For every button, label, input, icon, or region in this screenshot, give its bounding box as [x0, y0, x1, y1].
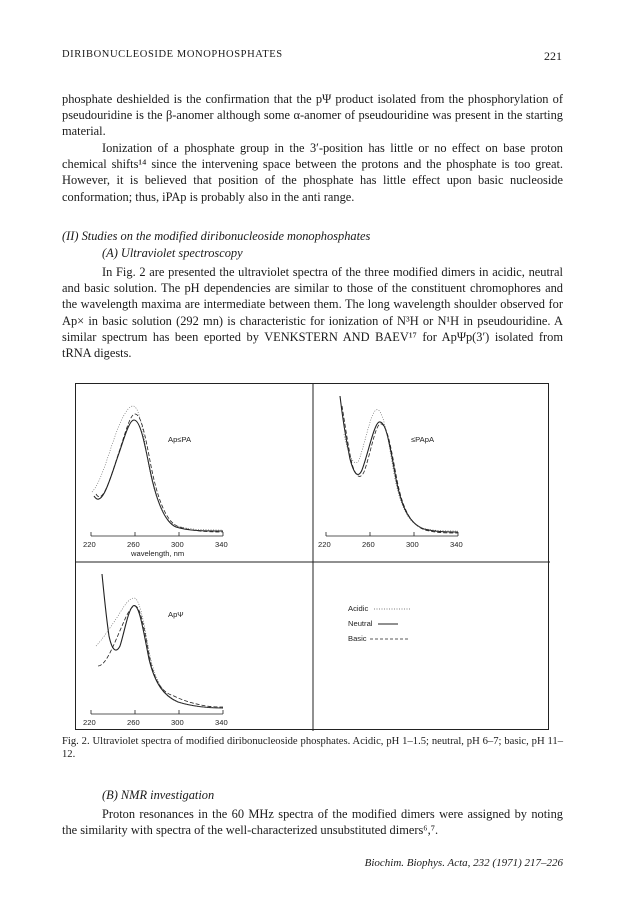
paragraph-phosphate-deshielded: phosphate deshielded is the confirmation that the pΨ product isolated from the phosphorylation of pseudouridine is the β-anomer although some α-anomer of pseudouridine was present in the starting material.	[62, 92, 563, 139]
panel1-tick-260: 260	[127, 540, 140, 549]
panel-ipapa	[318, 396, 463, 549]
panel3-tick-220: 220	[83, 718, 96, 727]
panel3-tick-340: 340	[215, 718, 228, 727]
panel1-tick-300: 300	[171, 540, 184, 549]
panel-appa	[83, 406, 228, 558]
panel1-label: Ap≤PA	[168, 435, 192, 444]
running-head-title: DIRIBONUCLEOSIDE MONOPHOSPHATES	[62, 49, 283, 60]
journal-citation: Biochim. Biophys. Acta, 232 (1971) 217–226	[364, 857, 563, 869]
panel3-tick-260: 260	[127, 718, 140, 727]
page-number: 221	[544, 49, 562, 63]
legend-basic-label: Basic	[348, 634, 367, 643]
panel3-acidic-curve	[96, 598, 223, 708]
paragraph-nmr: Proton resonances in the 60 MHz spectra of the modified dimers were assigned by noting the similarity with spectra of the well-characterized unsubstituted dimers⁶,⁷.	[62, 807, 563, 838]
running-head	[62, 49, 562, 65]
panel2-neutral-curve	[340, 396, 458, 532]
panel1-neutral-curve	[94, 420, 223, 531]
figure-caption: Fig. 2. Ultraviolet spectra of modified diribonucleoside phosphates. Acidic, pH 1–1.5; neutral, pH 6–7; basic, pH 11–12.	[62, 736, 563, 760]
legend-acidic-label: Acidic	[348, 604, 369, 613]
panel1-tick-220: 220	[83, 540, 96, 549]
panel2-label: ≤PApA	[411, 435, 435, 444]
panel1-basic-curve	[96, 414, 223, 532]
panel2-tick-260: 260	[362, 540, 375, 549]
panel1-tick-340: 340	[215, 540, 228, 549]
panel3-basic-curve	[98, 606, 223, 707]
panel1-acidic-curve	[92, 406, 223, 530]
subsection-heading-nmr: (B) NMR investigation	[102, 788, 215, 802]
figure-legend	[348, 604, 410, 643]
panel2-tick-300: 300	[406, 540, 419, 549]
subsection-heading-uv: (A) Ultraviolet spectroscopy	[102, 246, 243, 260]
paragraph-ionization: Ionization of a phosphate group in the 3′-position has little or no effect on base proton chemical shifts¹⁴ since the intervening space between the protons and the phosphate is too great. However, it is believed that position of the phosphate has little effect upon basic nucleoside conformation; thus, iPAp is probably also in the anti range.	[62, 141, 563, 204]
figure-uv-spectra	[75, 383, 549, 730]
paragraph-uv-spectra: In Fig. 2 are presented the ultraviolet spectra of the three modified dimers in acidic, neutral and basic solution. The pH dependencies are similar to those of the constituent chromophores and the wavelength maxima are intermediate between them. The long wavelength shoulder observed for Ap× in basic solution (292 mn) is characteristic for ionization of N³H or N¹H in pseudouridine. A similar spectrum has been eported by VENKSTERN AND BAEV¹⁷ for ApΨp(3′) isolated from tRNA digests.	[62, 265, 563, 361]
panel3-label: ApΨ	[168, 610, 184, 619]
panel2-tick-340: 340	[450, 540, 463, 549]
panel2-basic-curve	[342, 406, 458, 533]
panel2-acidic-curve	[344, 410, 458, 531]
panel3-neutral-curve	[102, 574, 223, 708]
figure-svg	[76, 384, 550, 731]
panel-appsi	[83, 574, 228, 727]
panel3-tick-300: 300	[171, 718, 184, 727]
panel2-tick-220: 220	[318, 540, 331, 549]
legend-neutral-label: Neutral	[348, 619, 373, 628]
panel1-x-axis-label: wavelength, nm	[131, 549, 185, 558]
section-heading-ii: (II) Studies on the modified diribonucleoside monophosphates	[62, 229, 371, 243]
